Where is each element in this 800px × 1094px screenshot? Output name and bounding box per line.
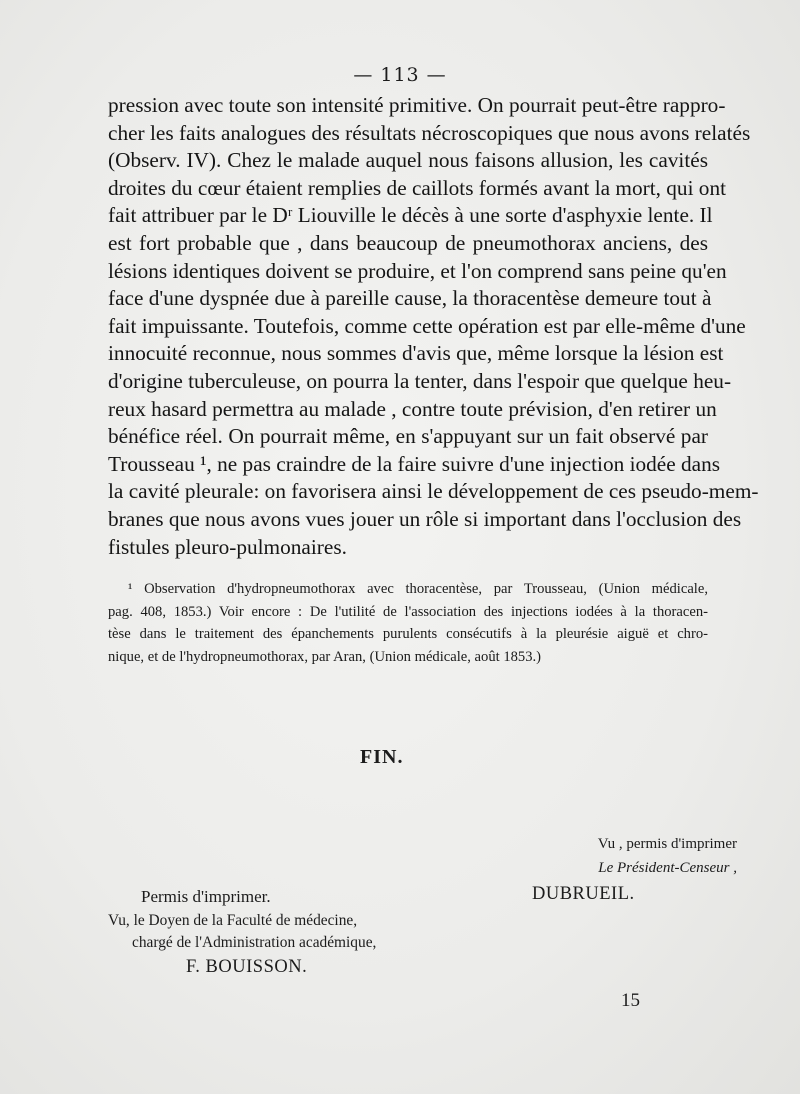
administration-line: chargé de l'Administration académique, [132, 934, 377, 951]
fin-heading: FIN. [360, 746, 404, 768]
vu-line: Vu , permis d'imprimer [597, 836, 737, 852]
body-line: face d'une dyspnée due à pareille cause, la thoracentèse demeure tout à [108, 286, 712, 311]
body-line: fait attribuer par le Dʳ Liouville le décès à une sorte d'asphyxie lente. Il [108, 203, 713, 228]
body-line: la cavité pleurale: on favorisera ainsi le développement de ces pseudo-mem- [108, 479, 759, 504]
body-line: pression avec toute son intensité primitive. On pourrait peut-être rappro- [108, 93, 726, 117]
body-line: fistules pleuro-pulmonaires. [108, 534, 347, 559]
body-line: fait impuissante. Toutefois, comme cette opération est par elle-même d'une [108, 313, 746, 338]
footnote-line: nique, et de l'hydropneumothorax, par Aran, (Union médicale, août 1853.) [108, 648, 542, 665]
doyen-block [108, 910, 398, 954]
footnote [108, 578, 708, 668]
body-line: innocuité reconnue, nous sommes d'avis que, même lorsque la lésion est [108, 341, 724, 366]
permis-heading: Permis d'imprimer. [141, 887, 271, 906]
signatory-dubrueil: DUBRUEIL. [532, 884, 635, 904]
body-line: (Observ. IV). Chez le malade auquel nous faisons allusion, les cavités [108, 148, 708, 173]
body-line: bénéfice réel. On pourrait même, en s'appuyant sur un fait observé par [108, 424, 708, 449]
president-censeur-line: Le Président-Censeur , [598, 860, 737, 876]
doyen-line: Vu, le Doyen de la Faculté de médecine, [108, 912, 358, 929]
page-number: — 113 — [353, 64, 447, 86]
footnote-line: ¹ Observation d'hydropneumothorax avec thoracentèse, par Trousseau, (Union médicale, [128, 581, 708, 597]
body-line: reux hasard permettra au malade , contre toute prévision, d'en retirer un [108, 396, 717, 421]
imprimatur-censor [497, 832, 737, 880]
body-line: est fort probable que , dans beaucoup de pneumothorax anciens, des [108, 230, 708, 255]
body-line: d'origine tuberculeuse, on pourra la tenter, dans l'espoir que quelque heu- [108, 368, 732, 393]
body-line: droites du cœur étaient remplies de caillots formés avant la mort, qui ont [108, 175, 727, 200]
body-line: branes que nous avons vues jouer un rôle si important dans l'occlusion des [108, 506, 742, 531]
body-line: cher les faits analogues des résultats nécroscopiques que nous avons relatés [108, 120, 751, 145]
body-line: Trousseau ¹, ne pas craindre de la faire suivre d'une injection iodée dans [108, 451, 721, 476]
signature-mark: 15 [621, 990, 640, 1011]
footnote-line: pag. 408, 1853.) Voir encore : De l'utilité de l'association des injections iodées à la thoracen- [108, 603, 708, 620]
footnote-line: tèse dans le traitement des épanchements purulents consécutifs à la pleurésie aiguë et chro- [108, 626, 708, 642]
signatory-bouisson: F. BOUISSON. [186, 957, 308, 977]
body-paragraph [108, 92, 759, 561]
body-line: lésions identiques doivent se produire, et l'on comprend sans peine qu'en [108, 258, 727, 283]
